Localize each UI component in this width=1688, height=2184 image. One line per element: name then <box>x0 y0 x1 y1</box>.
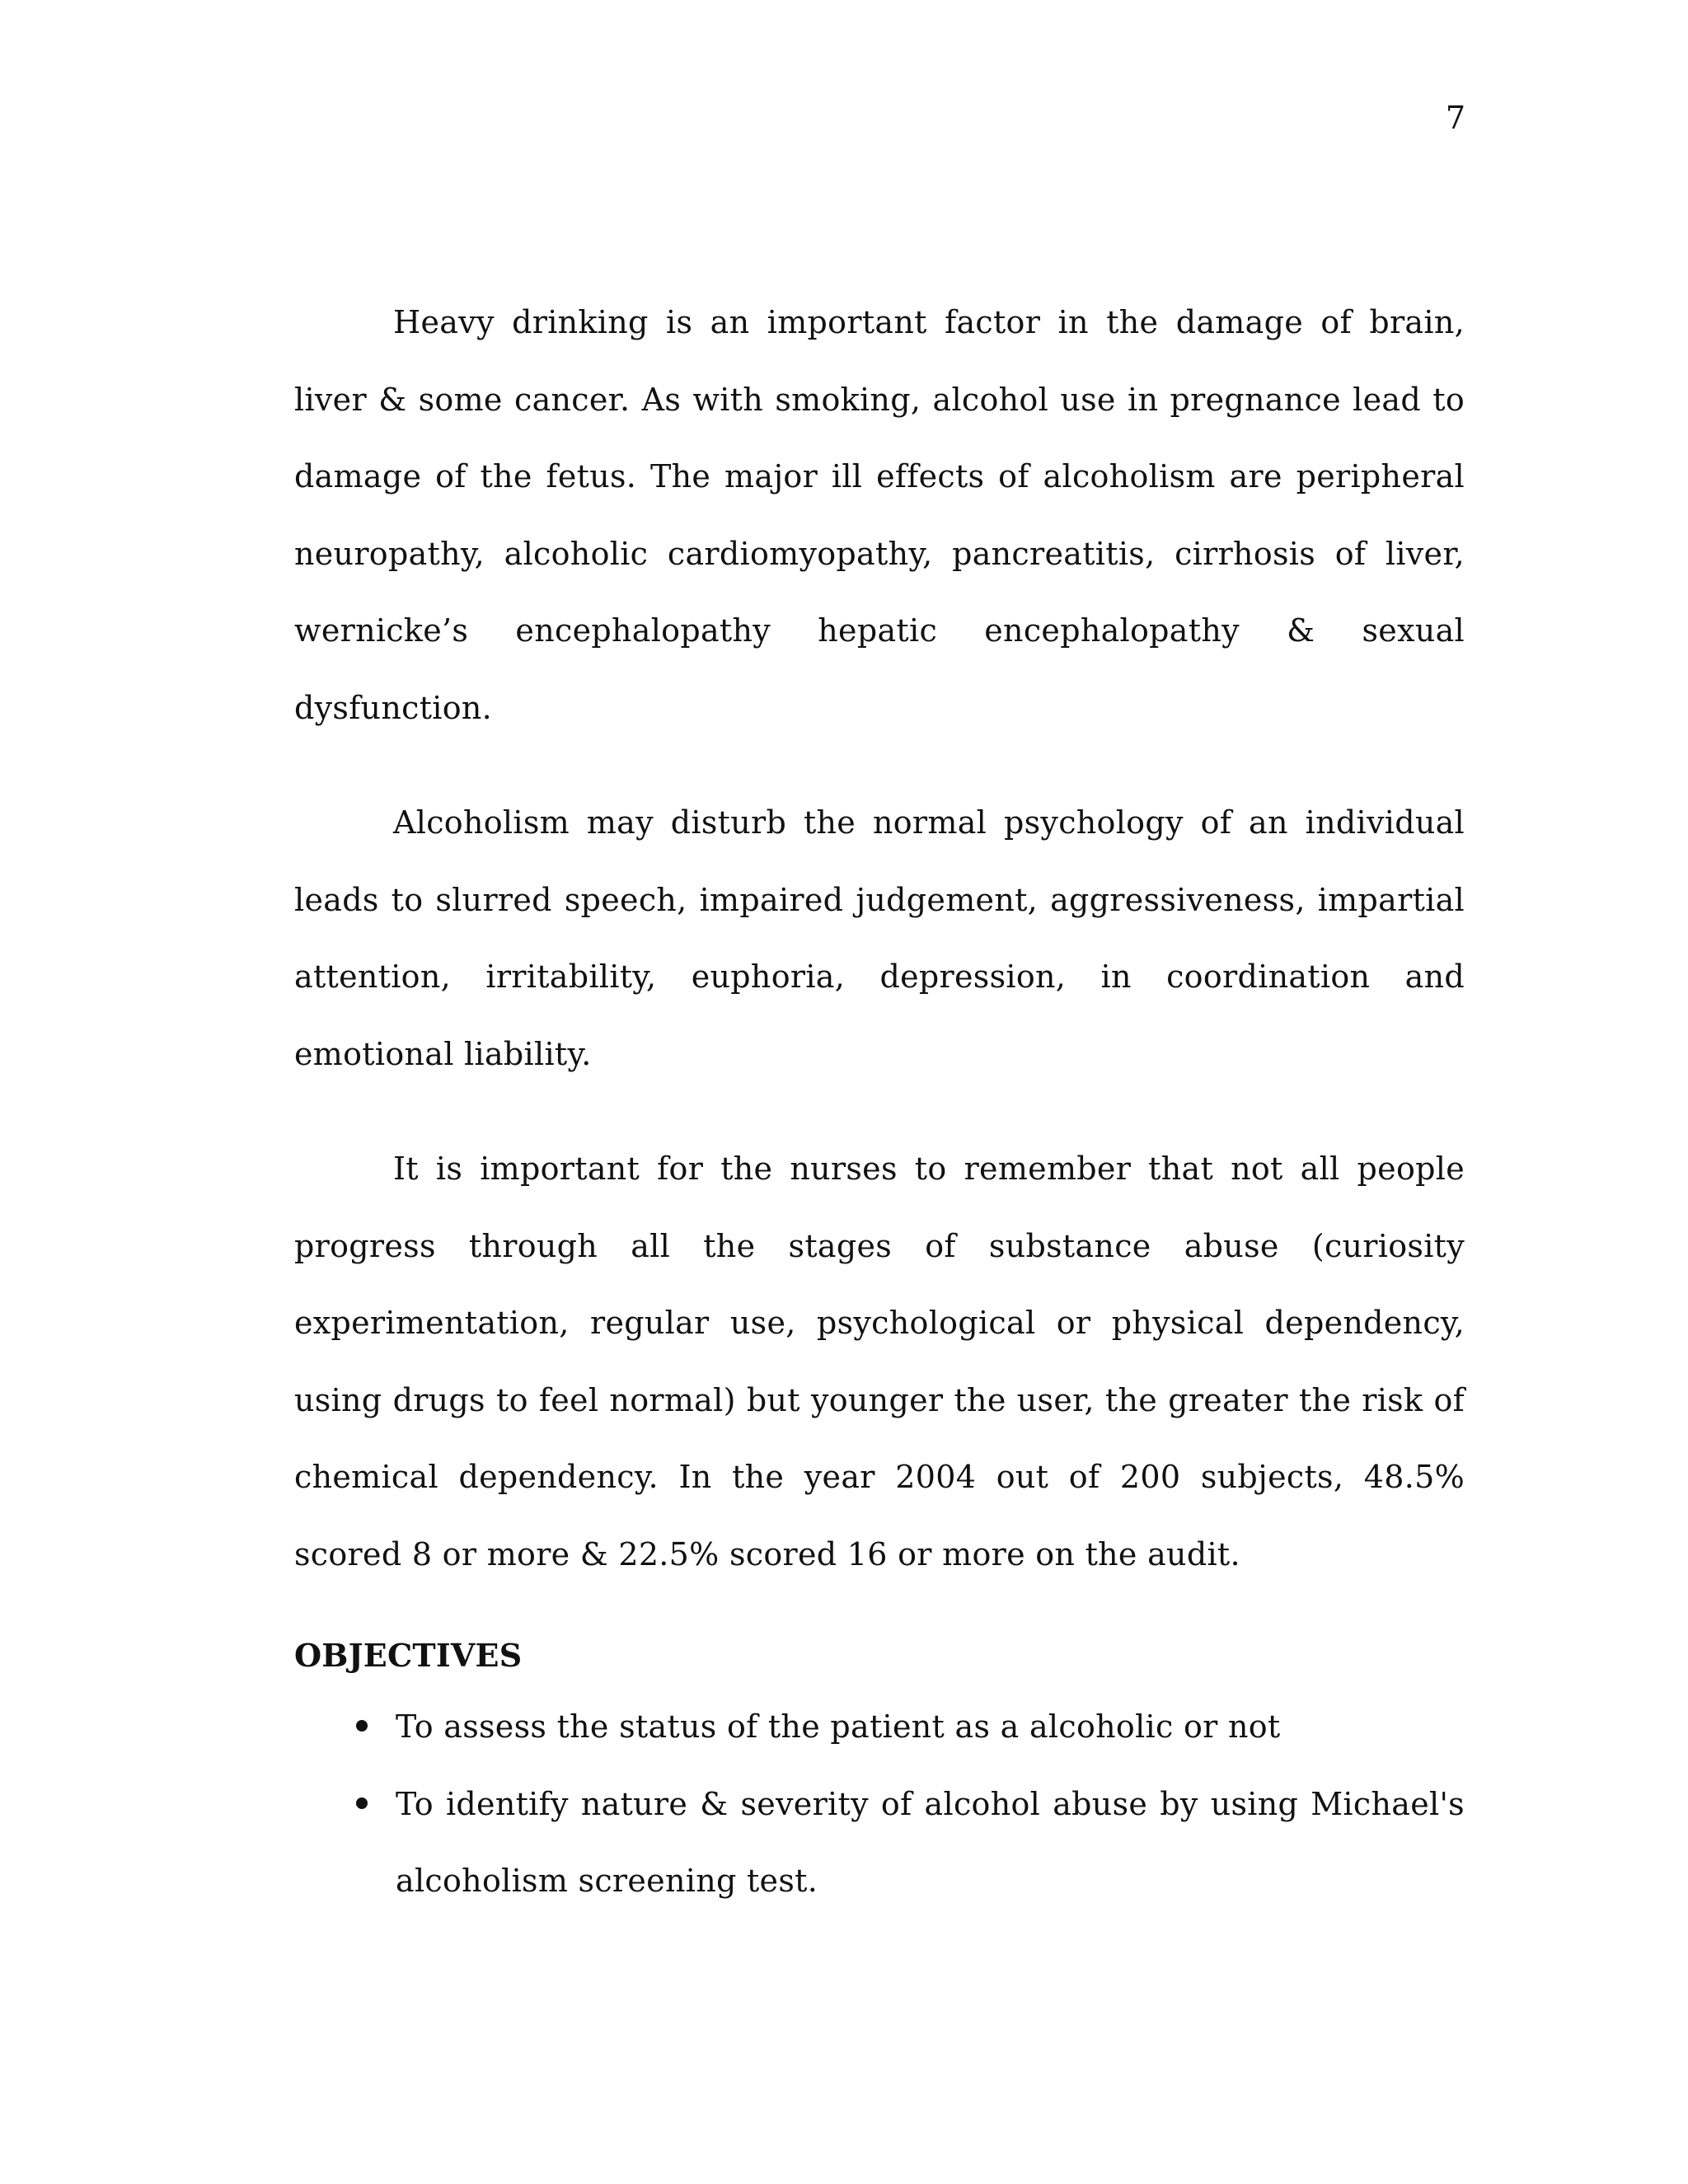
paragraph-substance-abuse-stages: It is important for the nurses to remember that not all people progress through all the stages of substance abuse (curiosity experimentation, regular use, psychological or physical dependency, using drugs to feel normal) but younger the user, the greater the risk of chemical dependency. In the year 2004 out of 200 subjects, 48.5% scored 8 or more & 22.5% scored 16 or more on the audit. <box>294 1151 1465 1572</box>
objectives-list <box>294 1689 1465 1920</box>
bullet-icon <box>356 1720 368 1732</box>
body-text <box>294 284 1465 1920</box>
paragraph-psychological-effects: Alcoholism may disturb the normal psychology of an individual leads to slurred speech, impaired judgement, aggressiveness, impartial attention, irritability, euphoria, depression, in coordination and emotional liability. <box>294 804 1465 1072</box>
page-number: 7 <box>1445 100 1465 136</box>
list-item <box>294 1689 1465 1766</box>
objectives-heading: OBJECTIVES <box>294 1637 523 1674</box>
objective-text: To assess the status of the patient as a alcoholic or not <box>396 1708 1281 1745</box>
list-item <box>294 1766 1465 1920</box>
paragraph-health-effects: Heavy drinking is an important factor in the damage of brain, liver & some cancer. As with smoking, alcohol use in pregnance lead to damage of the fetus. The major ill effects of alcoholism are peripheral neuropathy, alcoholic cardiomyopathy, pancreatitis, cirrhosis of liver, wernicke’s encephalopathy hepatic encephalopathy & sexual dysfunction. <box>294 304 1465 726</box>
bullet-icon <box>356 1797 368 1809</box>
objective-text: To identify nature & severity of alcohol abuse by using Michael's alcoholism screening test. <box>396 1785 1465 1899</box>
